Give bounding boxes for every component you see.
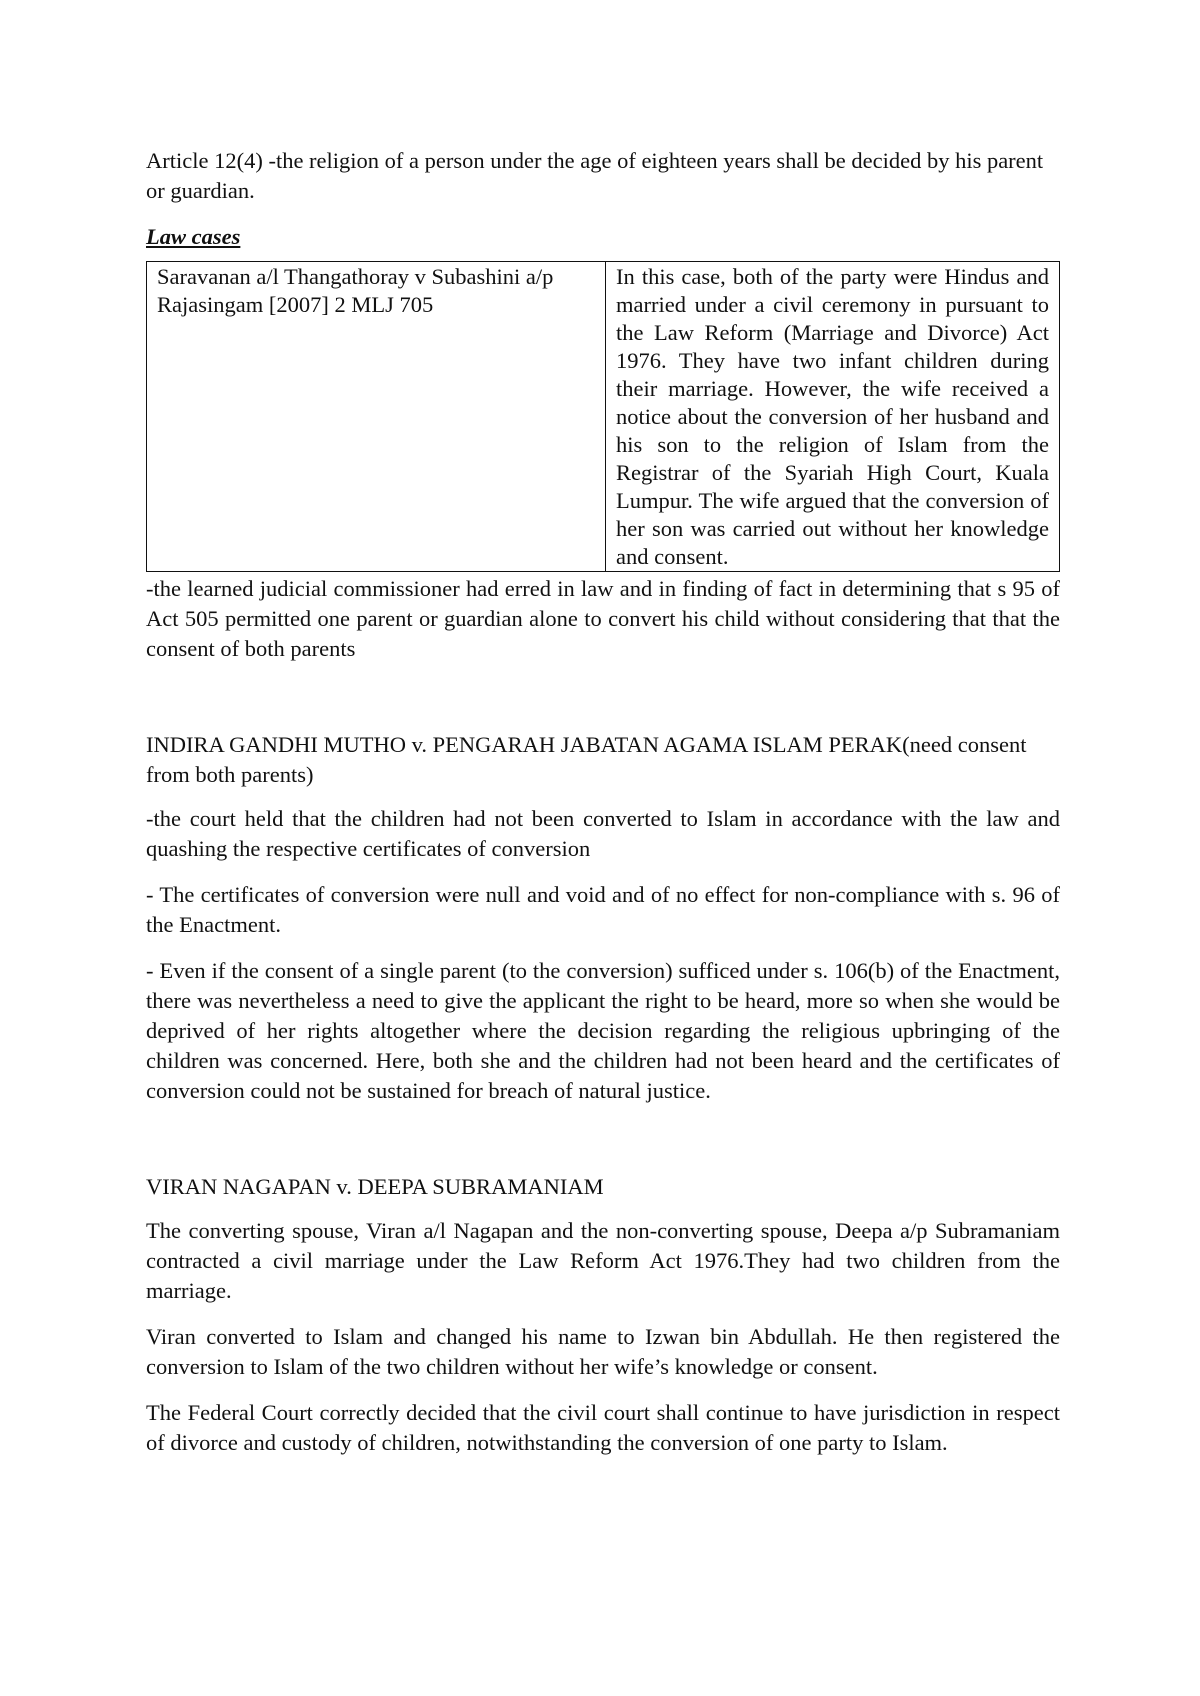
article-paragraph: Article 12(4) -the religion of a person under the age of eighteen years shall be decided by his parent or guardian. xyxy=(146,148,1044,203)
case3-paragraph: Viran converted to Islam and changed his name to Izwan bin Abdullah. He then registered the conversion to Islam of the two children without her wife’s knowledge or consent. xyxy=(146,1324,1060,1379)
case2-title: INDIRA GANDHI MUTHO v. PENGARAH JABATAN AGAMA ISLAM PERAK(need consent from both parents) xyxy=(146,732,1027,787)
case2-point: - Even if the consent of a single parent (to the conversion) sufficed under s. 106(b) of the Enactment, there was nevertheless a need to give the applicant the right to be heard, more so when she would be deprived of her rights altogether where the decision regarding the religious upbringing of the children was concerned. Here, both she and the children had not been heard and the certificates of conversion could not be sustained for breach of natural justice. xyxy=(146,958,1060,1103)
case1-holding: -the learned judicial commissioner had erred in law and in finding of fact in determining that s 95 of Act 505 permitted one parent or guardian alone to convert his child without considering that that the consent of both parents xyxy=(146,576,1060,661)
document-body xyxy=(146,146,1060,1458)
section-spacer xyxy=(146,1106,1060,1172)
case3-paragraph: The Federal Court correctly decided that the civil court shall continue to have jurisdiction in respect of divorce and custody of children, notwithstanding the conversion of one party to Islam. xyxy=(146,1400,1060,1455)
case2-point: - The certificates of conversion were null and void and of no effect for non-compliance with s. 96 of the Enactment. xyxy=(146,882,1060,937)
section-spacer xyxy=(146,664,1060,730)
case3-paragraph: The converting spouse, Viran a/l Nagapan and the non-converting spouse, Deepa a/p Subramaniam contracted a civil marriage under the Law Reform Act 1976.They had two children from the marriage. xyxy=(146,1218,1060,1303)
case2-point: -the court held that the children had not been converted to Islam in accordance with the law and quashing the respective certificates of conversion xyxy=(146,806,1060,861)
case-description-cell: In this case, both of the party were Hindus and married under a civil ceremony in pursuant to the Law Reform (Marriage and Divorce) Act 1976. They have two infant children during their marriage. However, the wife received a notice about the conversion of her husband and his son to the religion of Islam from the Registrar of the Syariah High Court, Kuala Lumpur. The wife argued that the conversion of her son was carried out without her knowledge and consent. xyxy=(606,262,1060,572)
table-row xyxy=(147,262,1060,572)
case3-title: VIRAN NAGAPAN v. DEEPA SUBRAMANIAM xyxy=(146,1174,604,1199)
case-table xyxy=(146,261,1060,572)
law-cases-heading: Law cases xyxy=(146,224,241,249)
case-name-cell: Saravanan a/l Thangathoray v Subashini a/p Rajasingam [2007] 2 MLJ 705 xyxy=(147,262,606,572)
